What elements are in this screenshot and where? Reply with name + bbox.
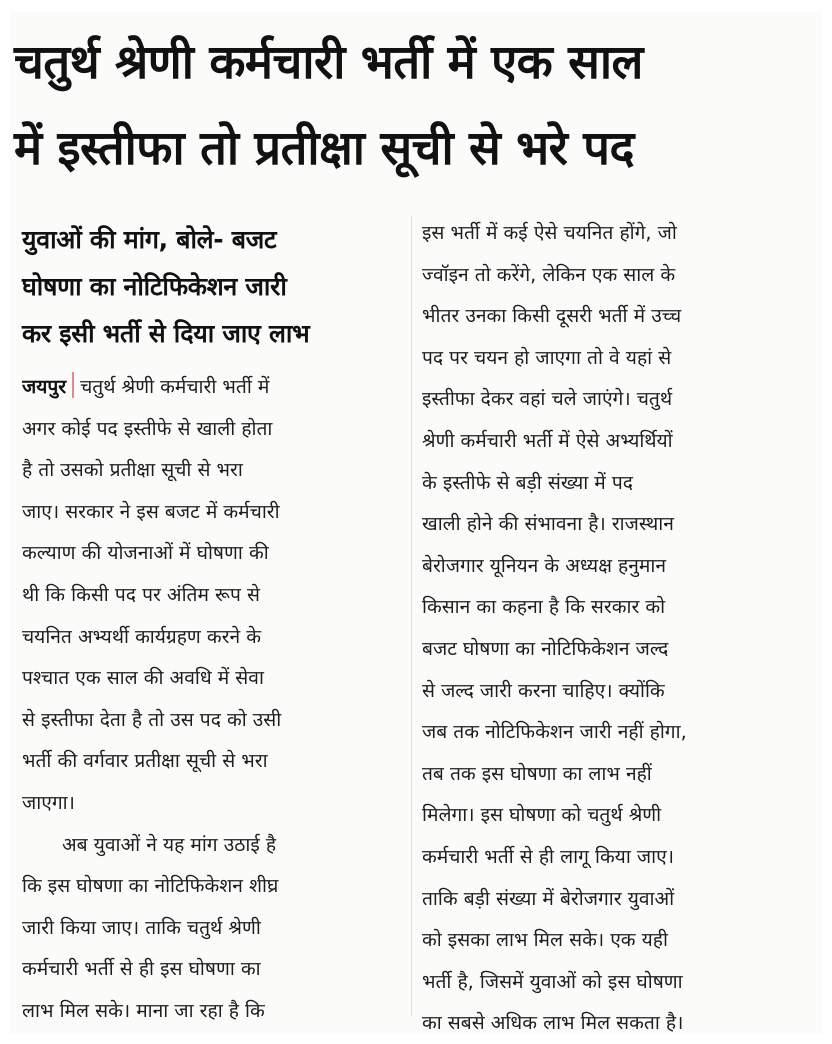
body-line: ज्वॉइन तो करेंगे, लेकिन एक साल के (422, 262, 676, 286)
body-line: कि इस घोषणा का नोटिफिकेशन शीघ्र (22, 874, 279, 898)
body-line: इस्तीफा देकर वहां चले जाएंगे। चतुर्थ (422, 387, 673, 411)
body-line: का सबसे अधिक लाभ मिल सकता है। (422, 1011, 684, 1035)
headline-line: में इस्तीफा तो प्रतीक्षा सूची से भरे पद (14, 121, 634, 176)
dateline: जयपुर (22, 375, 67, 398)
body-line: जाएगा। (22, 790, 75, 814)
body-text: अब युवाओं ने यह मांग उठाई है (62, 832, 277, 856)
body-line: अगर कोई पद इस्तीफे से खाली होता (22, 416, 273, 440)
body-line: भीतर उनका किसी दूसरी भर्ती में उच्च (422, 304, 682, 328)
subheadline-line: घोषणा का नोटिफिकेशन जारी (22, 272, 287, 301)
body-line: भर्ती की वर्गवार प्रतीक्षा सूची से भरा (22, 749, 268, 773)
body-line: भर्ती है, जिसमें युवाओं को इस घोषणा (422, 969, 683, 993)
body-line: बेरोजगार यूनियन के अध्यक्ष हनुमान (422, 553, 666, 577)
body-line: कर्मचारी भर्ती से ही लागू किया जाए। (422, 844, 674, 868)
headline (14, 20, 804, 192)
body-line: मिलेगा। इस घोषणा को चतुर्थ श्रेणी (422, 803, 662, 827)
body-line: खाली होने की संभावना है। राजस्थान (422, 512, 674, 536)
body-line: इस भर्ती में कई ऐसे चयनित होंगे, जो (422, 221, 677, 244)
body-line: को इसका लाभ मिल सके। एक यही (422, 928, 668, 952)
body-line: लाभ मिल सके। माना जा रहा है कि (22, 998, 265, 1022)
body-line: पश्चात एक साल की अवधि में सेवा (22, 666, 264, 690)
body-line: कर्मचारी भर्ती से ही इस घोषणा का (22, 957, 261, 981)
column-divider (411, 216, 412, 1016)
body-line (22, 366, 402, 408)
dateline-separator (72, 372, 74, 398)
body-line: से इस्तीफा देता है तो उस पद को उसी (22, 707, 282, 731)
body-line: कल्याण की योजनाओं में घोषणा की (22, 541, 269, 565)
body-line: तब तक इस घोषणा का लाभ नहीं (422, 761, 652, 785)
body-line: थी कि किसी पद पर अंतिम रूप से (22, 582, 260, 606)
body-line: पद पर चयन हो जाएगा तो वे यहां से (422, 345, 672, 369)
body-text: चतुर्थ श्रेणी कर्मचारी भर्ती में (80, 375, 270, 398)
body-line: श्रेणी कर्मचारी भर्ती में ऐसे अभ्यर्थियों (422, 428, 673, 452)
body-line: बजट घोषणा का नोटिफिकेशन जल्द (422, 636, 669, 660)
body-line: से जल्द जारी करना चाहिए। क्योंकि (422, 678, 665, 702)
body-line: ताकि बड़ी संख्या में बेरोजगार युवाओं (422, 886, 675, 910)
subheadline-line: युवाओं की मांग, बोले- बजट (22, 225, 277, 254)
body-line: किसान का कहना है कि सरकार को (422, 595, 666, 619)
body-line: जब तक नोटिफिकेशन जारी नहीं होगा, (422, 720, 687, 744)
body-line: है तो उसको प्रतीक्षा सूची से भरा (22, 458, 243, 482)
body-line: जाए। सरकार ने इस बजट में कर्मचारी (22, 499, 280, 523)
subheadline-line: कर इसी भर्ती से दिया जाए लाभ (22, 319, 310, 348)
body-line (22, 824, 402, 866)
right-column (422, 212, 810, 1044)
body-line: चयनित अभ्यर्थी कार्यग्रहण करने के (22, 624, 261, 648)
left-column (22, 366, 402, 1032)
headline-line: चतुर्थ श्रेणी कर्मचारी भर्ती में एक साल (14, 35, 643, 90)
body-line: के इस्तीफे से बड़ी संख्या में पद (422, 470, 633, 494)
subheadline (22, 216, 402, 357)
body-line: जारी किया जाए। ताकि चतुर्थ श्रेणी (22, 915, 261, 939)
